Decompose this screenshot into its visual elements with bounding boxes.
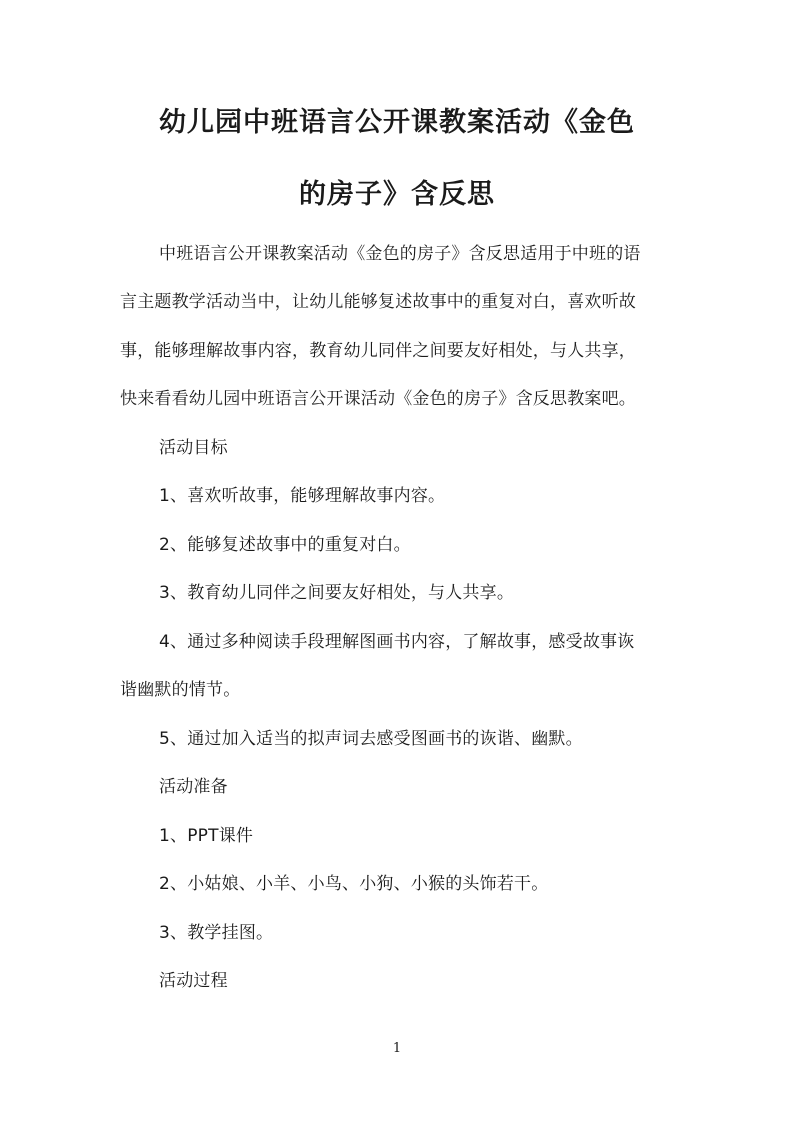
prep-heading: 活动准备 <box>159 777 228 797</box>
goal-item-5: 5、通过加入适当的拟声词去感受图画书的诙谐、幽默。 <box>159 729 583 749</box>
prep-item-2: 2、小姑娘、小羊、小鸟、小狗、小猴的头饰若干。 <box>159 874 549 894</box>
intro-line-1: 中班语言公开课教案活动《金色的房子》含反思适用于中班的语 <box>159 244 641 264</box>
title-line-1: 幼儿园中班语言公开课教案活动《金色 <box>159 107 635 138</box>
page-number: 1 <box>392 1041 402 1056</box>
goals-heading: 活动目标 <box>159 438 228 458</box>
goal-item-4-cont: 谐幽默的情节。 <box>120 680 241 700</box>
title-line-2: 的房子》含反思 <box>299 179 495 210</box>
goal-item-3: 3、教育幼儿同伴之间要友好相处，与人共享。 <box>159 583 515 603</box>
goal-item-4: 4、通过多种阅读手段理解图画书内容，了解故事，感受故事诙 <box>159 632 635 652</box>
process-heading: 活动过程 <box>159 971 228 991</box>
intro-line-2: 言主题教学活动当中，让幼儿能够复述故事中的重复对白，喜欢听故 <box>120 292 636 312</box>
goal-item-2: 2、能够复述故事中的重复对白。 <box>159 535 411 555</box>
prep-item-1: 1、PPT课件 <box>159 826 254 846</box>
intro-line-3: 事，能够理解故事内容，教育幼儿同伴之间要友好相处，与人共享， <box>120 341 636 361</box>
intro-line-4: 快来看看幼儿园中班语言公开课活动《金色的房子》含反思教案吧。 <box>120 389 636 409</box>
prep-item-3: 3、教学挂图。 <box>159 923 274 943</box>
goal-item-1: 1、喜欢听故事，能够理解故事内容。 <box>159 486 446 506</box>
